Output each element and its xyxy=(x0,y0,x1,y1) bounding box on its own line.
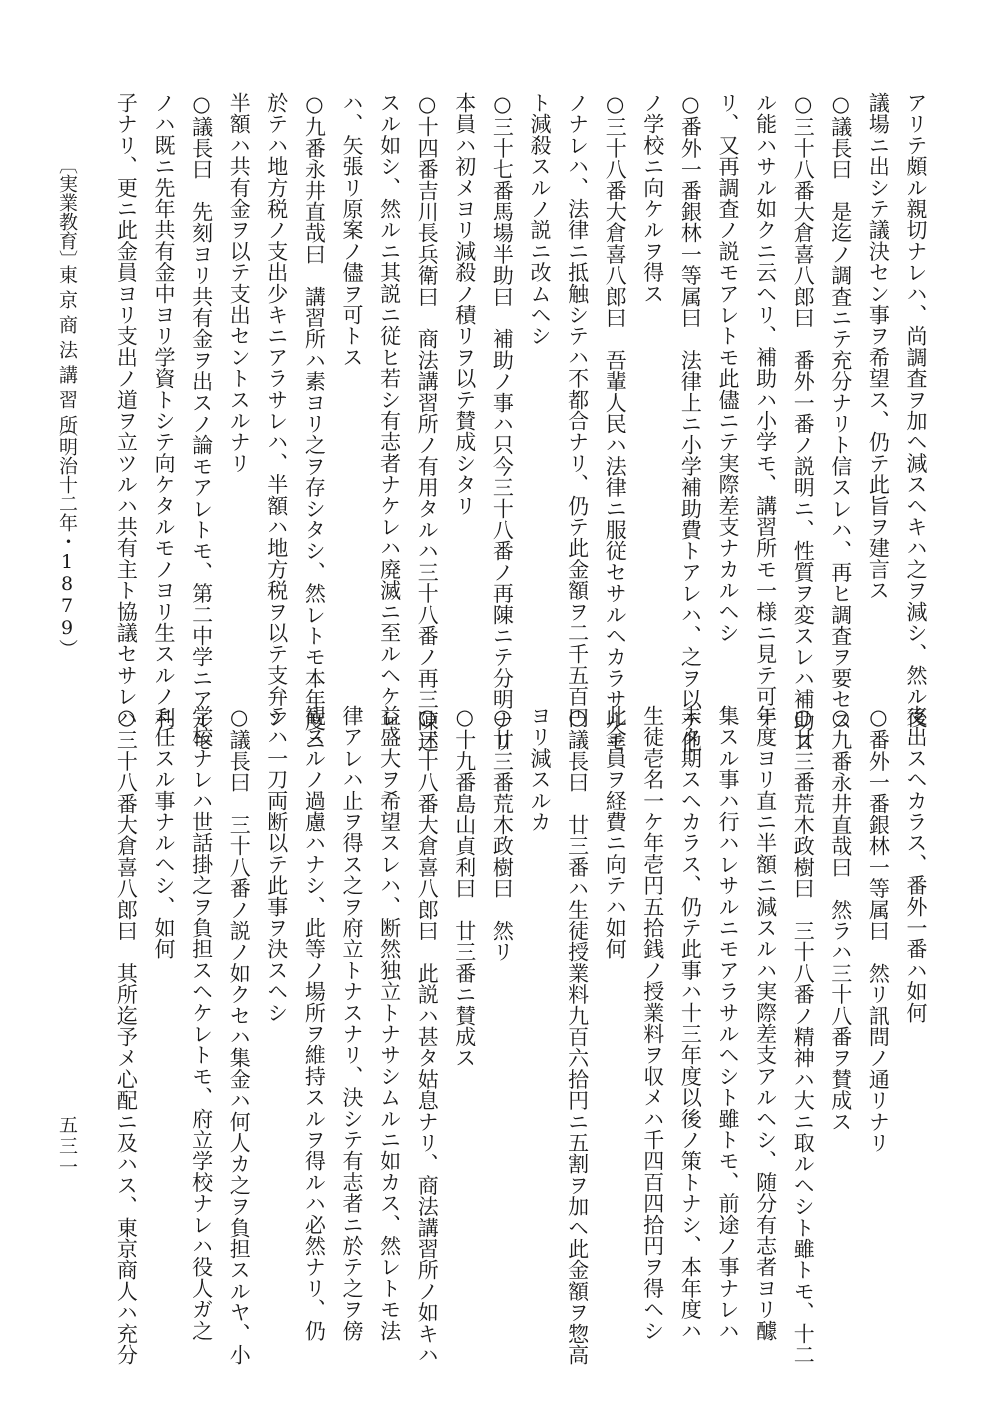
text-column: 此金員ヲ経費ニ向テハ如何 xyxy=(603,705,628,960)
text-column: 本員ハ初メヨリ減殺ノ積リヲ以テ賛成シタリ xyxy=(452,92,477,516)
text-column: ○三十八番大倉喜八郎曰 其所迄予メ心配ニ及ハス、東京商人ハ充分 xyxy=(114,705,139,1366)
text-column: ○九番永井直哉曰 講習所ハ素ヨリ之ヲ存シタシ、然レトモ本年度ニ xyxy=(302,92,327,753)
text-column: ○議長曰 三十八番ノ説ノ如クセハ集金ハ何人カ之ヲ負担スルヤ、小 xyxy=(227,705,252,1366)
text-column: 議場ニ出シテ議決セン事ヲ希望ス、仍テ此旨ヲ建言ス xyxy=(866,92,891,601)
text-column: 年度ヨリ直ニ半額ニ減スルハ実際差支アルヘシ、随分有志者ヨリ醵 xyxy=(753,705,778,1341)
text-column: 学校ナレハ世話掛之ヲ負担スヘケレトモ、府立学校ナレハ役人ガ之 xyxy=(189,705,214,1341)
text-column: ノナレハ、法律ニ抵触シテハ不都合ナリ、仍テ此金額ヲ二千五百円 xyxy=(565,92,590,728)
text-column: ル能ハサル如クニ云ヘリ、補助ハ小学モ、講習所モ一様ニ見テ可ナ xyxy=(753,92,778,728)
text-column: 未タ期スヘカラス、仍テ此事ハ十三年度以後ノ策トナシ、本年度ハ xyxy=(678,705,703,1341)
section-label: 〔実業教育〕 xyxy=(56,155,78,269)
page-number: 五三一 xyxy=(56,1115,78,1178)
text-column: ○番外一番銀林一等属曰 然リ訊問ノ通リナリ xyxy=(866,705,891,1154)
text-column: ○十四番吉川長兵衛曰 商法講習所ノ有用タルハ三十八番ノ再三陳述 xyxy=(415,92,440,753)
text-column: ○議長曰 是迄ノ調査ニテ充分ナリト信スレハ、再ヒ調査ヲ要セス xyxy=(828,92,853,731)
text-column: 子ナリ、更ニ此金員ヨリ支出ノ道ヲ立ツルハ共有主ト協議セサレハ xyxy=(114,92,139,728)
document-title: 東京商法講習所 xyxy=(56,265,78,440)
text-column: リ、又再調査ノ説モアレトモ此儘ニテ実際差支ナカルヘシ xyxy=(716,92,740,644)
text-column: 益盛大ヲ希望スレハ、断然独立トナサシムルニ如カス、然レトモ法 xyxy=(377,705,402,1341)
text-column: ○九番永井直哉曰 然ラハ三十八番ヲ賛成ス xyxy=(828,705,853,1132)
text-column: 於テハ地方税ノ支出少キニアラサレハ、半額ハ地方税ヲ以テ支弁シ xyxy=(264,92,289,728)
text-column: ハ、矢張リ原案ノ儘ヲ可トス xyxy=(340,92,364,368)
text-column: ○廿三番荒木政樹曰 三十八番ノ精神ハ大ニ取ルヘシト雖トモ、十二 xyxy=(791,705,816,1366)
text-column: 観スルノ過慮ハナシ、此等ノ場所ヲ維持スルヲ得ルハ必然ナリ、仍 xyxy=(302,705,327,1341)
text-column: ニ任スル事ナルヘシ、如何 xyxy=(152,705,176,960)
document-era: （明治十二年・1879） xyxy=(56,418,78,658)
text-column: 支出スヘカラス、番外一番ハ如何 xyxy=(904,705,928,1023)
text-column: ○番外一番銀林一等属曰 法律上ニ小学補助費トアレハ、之ヲ以テ他 xyxy=(678,92,703,753)
text-column: ○三十八番大倉喜八郎曰 番外一番ノ説明ニ、性質ヲ変スレハ補助ス xyxy=(791,92,816,753)
text-column: スル如シ、然ルニ其説ニ従ヒ若シ有志者ナケレハ廃滅ニ至ルヘケレ xyxy=(377,92,402,728)
text-column: テハ一刀両断以テ此事ヲ決スヘシ xyxy=(264,705,289,1023)
text-column: ヨリ減スルカ xyxy=(528,705,552,833)
text-column: ○議長曰 先刻ヨリ共有金ヲ出スノ論モアレトモ、第二中学ニアルモ xyxy=(189,92,214,753)
text-column: ○三十八番大倉喜八郎曰 吾輩人民ハ法律ニ服従セサルヘカラサルモ xyxy=(603,92,628,753)
text-column: ○廿三番荒木政樹曰 然リ xyxy=(490,705,515,963)
text-column: ト減殺スルノ説ニ改ムヘシ xyxy=(528,92,552,347)
text-column: ○三十八番大倉喜八郎曰 此説ハ甚タ姑息ナリ、商法講習所ノ如キハ xyxy=(415,705,440,1366)
text-column: 生徒壱名一ケ年壱円五拾銭ノ授業料ヲ収メハ千四百四拾円ヲ得ヘシ xyxy=(640,705,665,1341)
text-column: 集スル事ハ行ハレサルニモアラサルヘシト雖トモ、前途ノ事ナレハ xyxy=(716,705,740,1341)
text-column: ノハ既ニ先年共有金中ヨリ学資トシテ向ケタルモノヨリ生スルノ利 xyxy=(152,92,176,728)
text-column: アリテ頗ル親切ナレハ、尚調査ヲ加ヘ減スヘキハ之ヲ減シ、然ル後 xyxy=(904,92,928,729)
text-column: ノ学校ニ向ケルヲ得ス xyxy=(640,92,665,304)
text-column: 律アレハ止ヲ得ス之ヲ府立トナスナリ、決シテ有志者ニ於テ之ヲ傍 xyxy=(340,705,364,1341)
text-column: ○議長曰 廿三番ハ生徒授業料九百六拾円ニ五割ヲ加ヘ此金額ヲ惣高 xyxy=(565,705,590,1366)
text-column: ○三十七番馬場半助曰 補助ノ事ハ只今三十八番ノ再陳ニテ分明ナリ xyxy=(490,92,515,753)
text-column: ○十九番島山貞利曰 廿三番ニ賛成ス xyxy=(452,705,477,1069)
text-column: 半額ハ共有金ヲ以テ支出セントスルナリ xyxy=(227,92,252,474)
